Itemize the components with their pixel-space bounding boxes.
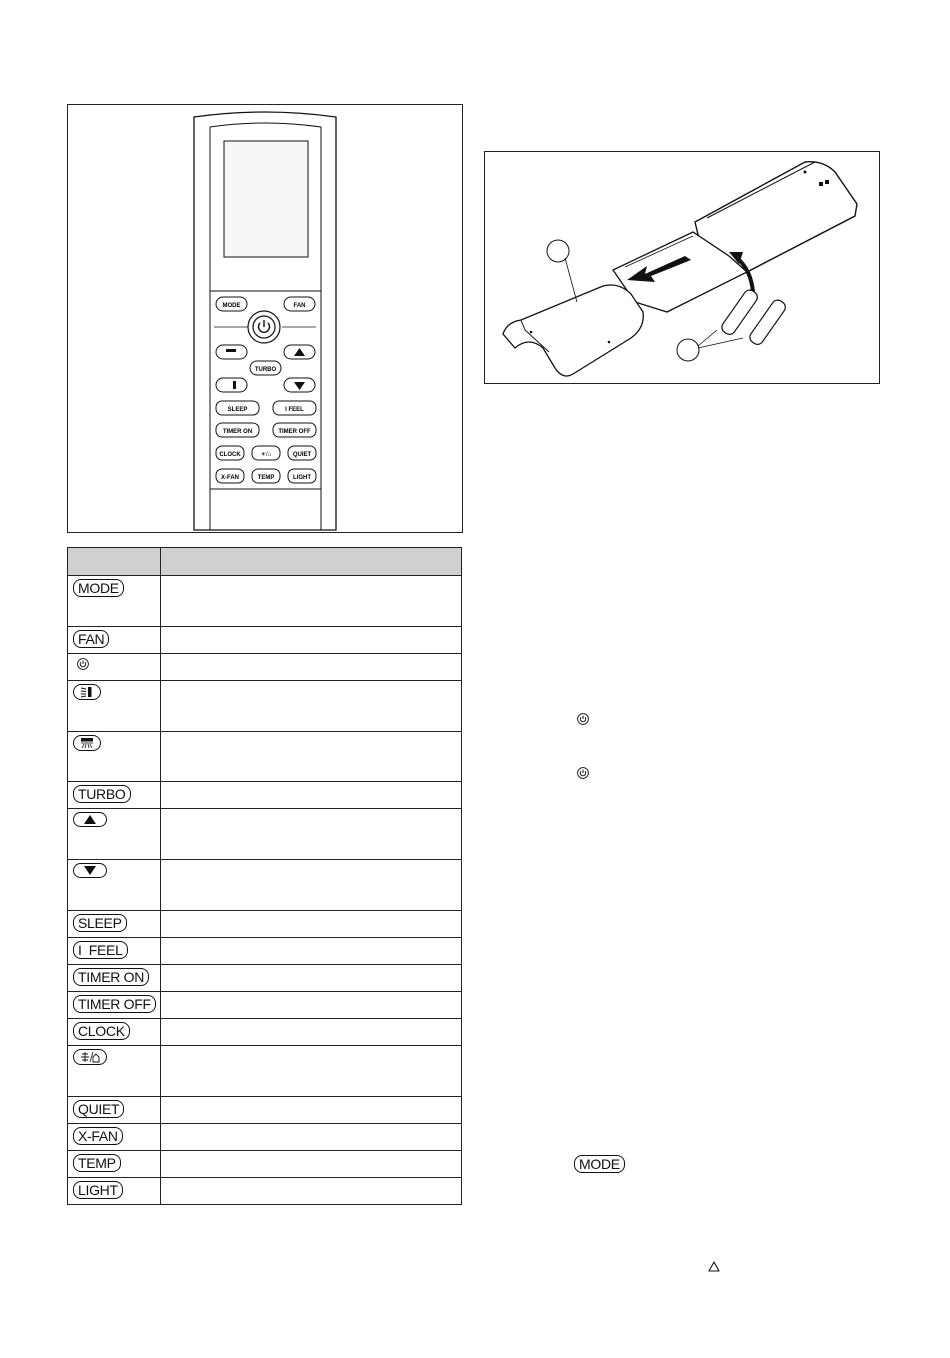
- remote-heat-button: ☀/⌂: [260, 452, 272, 458]
- remote-control-figure: [67, 104, 463, 533]
- table-header-button: [68, 548, 161, 576]
- table-cell-description: [161, 782, 462, 809]
- power-icon: [577, 766, 589, 784]
- table-row: [68, 782, 462, 809]
- table-row: [68, 627, 462, 654]
- remote-ifeel-button: I FEEL: [285, 407, 304, 413]
- table-row: [68, 938, 462, 965]
- table-row: [68, 1124, 462, 1151]
- table-cell-description: [161, 965, 462, 992]
- remote-control-illustration: [68, 105, 464, 534]
- table-row: [68, 809, 462, 860]
- table-cell-description: [161, 911, 462, 938]
- remote-temp-button: TEMP: [257, 475, 275, 481]
- remote-sleep-button: SLEEP: [227, 407, 248, 413]
- temp-key-label: TEMP: [73, 1154, 121, 1172]
- table-cell-description: [161, 809, 462, 860]
- button-function-table: [67, 547, 462, 1205]
- remote-mode-button: MODE: [222, 303, 241, 309]
- table-row: [68, 1019, 462, 1046]
- quiet-key-label: QUIET: [73, 1100, 124, 1118]
- power-icon: [577, 712, 589, 730]
- table-cell-description: [161, 627, 462, 654]
- swing-vertical-icon: [73, 684, 101, 700]
- remote-turbo-button: TURBO: [254, 367, 277, 373]
- table-cell-description: [161, 576, 462, 627]
- power-icon: [73, 657, 93, 671]
- arrow-down-icon: [73, 863, 107, 878]
- table-cell-description: [161, 860, 462, 911]
- table-cell-description: [161, 732, 462, 782]
- table-header-row: [68, 548, 462, 576]
- table-cell-description: [161, 1019, 462, 1046]
- table-row: [68, 1046, 462, 1097]
- table-cell-description: [161, 1124, 462, 1151]
- sleep-key-label: SLEEP: [73, 914, 127, 932]
- remote-timer-off-button: TIMER OFF: [278, 429, 311, 435]
- clock-key-label: CLOCK: [73, 1022, 130, 1040]
- table-cell-description: [161, 938, 462, 965]
- battery-installation-figure: [484, 151, 880, 384]
- swing-horizontal-icon: [73, 735, 101, 751]
- mode-key-inline: MODE: [574, 1155, 625, 1173]
- table-row: [68, 1097, 462, 1124]
- remote-clock-button: CLOCK: [219, 452, 241, 458]
- table-cell-description: [161, 1178, 462, 1205]
- table-cell-description: [161, 1097, 462, 1124]
- remote-quiet-button: QUIET: [292, 452, 312, 458]
- battery-installation-illustration: [485, 152, 881, 385]
- xfan-key-label: X-FAN: [73, 1127, 123, 1145]
- arrow-up-icon: [73, 812, 107, 827]
- remote-timer-on-button: TIMER ON: [222, 429, 253, 435]
- heat-health-icon: [73, 1049, 107, 1065]
- table-row: [68, 1151, 462, 1178]
- table-cell-description: [161, 1151, 462, 1178]
- table-cell-description: [161, 1046, 462, 1097]
- remote-fan-button: FAN: [293, 303, 306, 309]
- table-row: [68, 965, 462, 992]
- remote-xfan-button: X-FAN: [221, 475, 239, 481]
- turbo-key-label: TURBO: [73, 785, 131, 803]
- table-row: [68, 1178, 462, 1205]
- table-header-function: [161, 548, 462, 576]
- table-cell-description: [161, 654, 462, 681]
- table-row: [68, 681, 462, 732]
- table-cell-description: [161, 992, 462, 1019]
- table-row: [68, 992, 462, 1019]
- table-row: [68, 654, 462, 681]
- table-row: [68, 576, 462, 627]
- ifeel-key-label: I FEEL: [73, 941, 128, 959]
- timer-off-key-label: TIMER OFF: [73, 995, 156, 1013]
- mode-key-label: MODE: [73, 579, 124, 597]
- triangle-icon: [708, 1259, 720, 1277]
- fan-key-label: FAN: [73, 630, 109, 648]
- table-cell-description: [161, 681, 462, 732]
- remote-light-button: LIGHT: [293, 475, 311, 481]
- table-row: [68, 860, 462, 911]
- table-row: [68, 732, 462, 782]
- table-row: [68, 911, 462, 938]
- light-key-label: LIGHT: [73, 1181, 123, 1199]
- timer-on-key-label: TIMER ON: [73, 968, 149, 986]
